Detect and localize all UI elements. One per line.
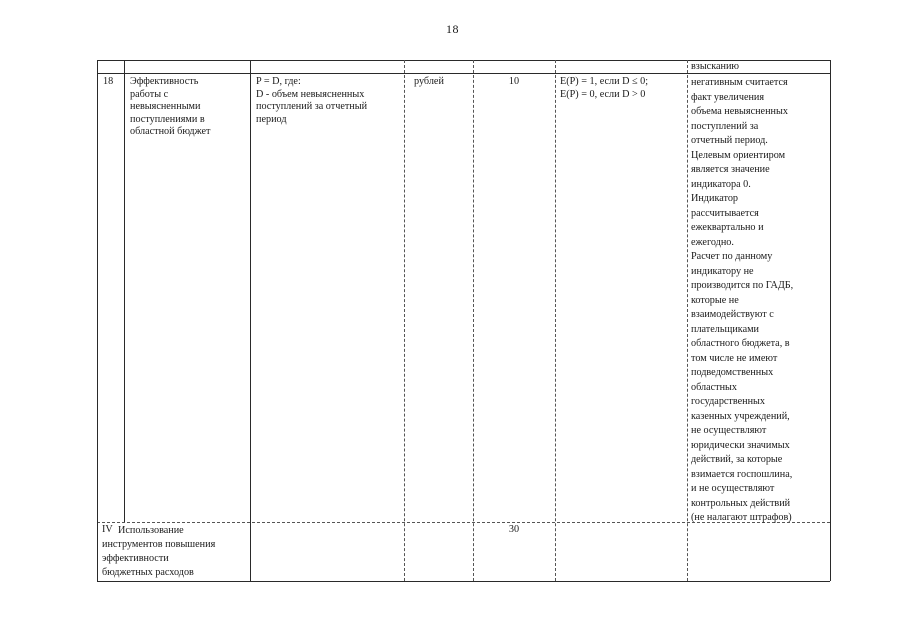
col-border-unit	[473, 60, 474, 581]
comment-continuation: взысканию	[691, 61, 740, 72]
row18-number: 18	[103, 76, 114, 87]
row18-indicator-name: Эффективность работы с невыясненными поступлениями в областной бюджет	[130, 76, 211, 137]
section-iv-name: Использование инструментов повышения эффективности бюджетных расходов	[102, 525, 216, 578]
col-border-num	[124, 60, 125, 522]
col-border-weight	[555, 60, 556, 581]
col-border-left	[97, 60, 98, 581]
section-iv-weight: 30	[508, 524, 520, 535]
row18-weight: 10	[508, 76, 520, 87]
section-iv-number: IV	[102, 524, 113, 535]
col-border-eval	[687, 60, 688, 581]
col-border-right	[830, 60, 831, 581]
page-number: 18	[446, 22, 459, 36]
row18-evaluation: E(P) = 1, если D ≤ 0; E(P) = 0, если D > 0	[560, 76, 649, 100]
row18-comment: негативным считается факт увеличения объема невыясненных поступлений за отчетный период. Целевым ориентиром является значение индикатора 0. Индикатор рассчитывается ежеквартально и ежегодно. Расчет по данному индикатору не производится по ГАДБ, которые не взаимодействуют с плательщиками областного бюджета, в том числе не имеют подведомственных областных государственных казенных учреждений, не осуществляют юридически значимых действий, за которые взимается госпошлина, и не осуществляют контрольных действий (не налагают штрафов)	[691, 77, 794, 523]
col-border-name	[250, 60, 251, 581]
row18-unit: рублей	[414, 76, 444, 87]
col-border-formula	[404, 60, 405, 581]
table-bottom-border	[97, 581, 830, 582]
row18-formula: P = D, где: D - объем невыясненных поступлений за отчетный период	[256, 76, 368, 125]
